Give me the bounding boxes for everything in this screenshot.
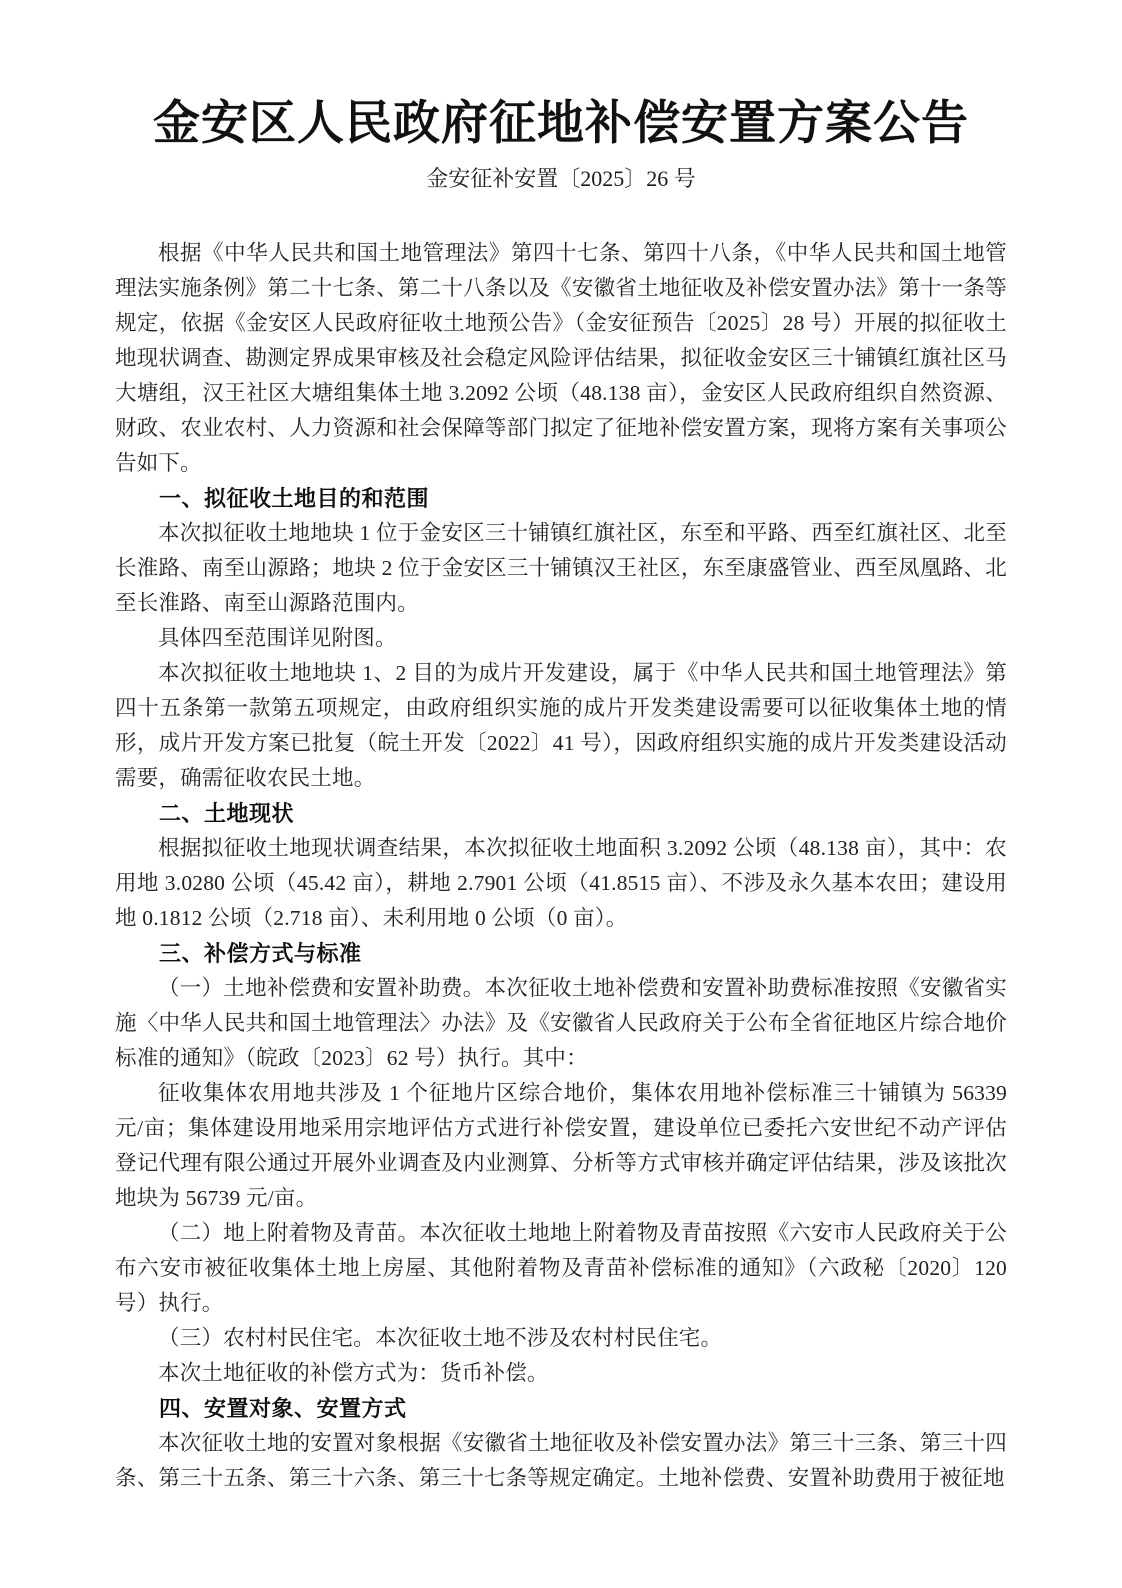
section-heading-resettlement: 四、安置对象、安置方式 bbox=[159, 1396, 407, 1421]
paragraph-boundary-note: 具体四至范围详见附图。 bbox=[158, 626, 397, 650]
paragraph-compensation-standard: （一）土地补偿费和安置补助费。本次征收土地补偿费和安置补助费标准按照《安徽省实施〈中华人民共和国土地管理法〉办法》及《安徽省人民政府关于公布全省征地区片综合地价标准的通知》（皖政〔2023〕62 号）执行。其中： bbox=[115, 976, 1007, 1070]
document-body bbox=[115, 236, 1007, 1496]
section-heading-purpose: 一、拟征收土地目的和范围 bbox=[159, 486, 430, 511]
document-number: 金安征补安置〔2025〕26 号 bbox=[426, 166, 696, 191]
paragraph-price-details: 征收集体农用地共涉及 1 个征地片区综合地价，集体农用地补偿标准三十铺镇为 56339 元/亩；集体建设用地采用宗地评估方式进行补偿安置，建设单位已委托六安世纪不动产评估登记代理有限公通过开展外业调查及内业测算、分析等方式审核并确定评估结果，涉及该批次地块为 56739 元/亩。 bbox=[115, 1081, 1007, 1210]
paragraph-attachments-crops: （二）地上附着物及青苗。本次征收土地地上附着物及青苗按照《六安市人民政府关于公布六安市被征收集体土地上房屋、其他附着物及青苗补偿标准的通知》（六政秘〔2020〕120 号）执行。 bbox=[115, 1221, 1007, 1315]
paragraph-development-basis: 本次拟征收土地地块 1、2 目的为成片开发建设，属于《中华人民共和国土地管理法》第四十五条第一款第五项规定，由政府组织实施的成片开发类建设需要可以征收集体土地的情形，成片开发方案已批复（皖土开发〔2022〕41 号），因政府组织实施的成片开发类建设活动需要，确需征收农民土地。 bbox=[115, 661, 1007, 790]
paragraph-plot-locations: 本次拟征收土地地块 1 位于金安区三十铺镇红旗社区，东至和平路、西至红旗社区、北至长淮路、南至山源路；地块 2 位于金安区三十铺镇汉王社区，东至康盛管业、西至凤凰路、北至长淮路、南至山源路范围内。 bbox=[115, 521, 1007, 615]
paragraph-rural-housing: （三）农村村民住宅。本次征收土地不涉及农村村民住宅。 bbox=[158, 1326, 723, 1350]
paragraph-land-status: 根据拟征收土地现状调查结果，本次拟征收土地面积 3.2092 公顷（48.138 亩），其中：农用地 3.0280 公顷（45.42 亩），耕地 2.7901 公顷（41.8515 亩）、不涉及永久基本农田；建设用地 0.1812 公顷（2.718 亩）、未利用地 0 公顷（0 亩）。 bbox=[115, 836, 1007, 930]
section-heading-compensation: 三、补偿方式与标准 bbox=[159, 941, 362, 966]
paragraph-compensation-method: 本次土地征收的补偿方式为：货币补偿。 bbox=[158, 1361, 549, 1385]
paragraph-resettlement-targets: 本次征收土地的安置对象根据《安徽省土地征收及补偿安置办法》第三十三条、第三十四条、第三十五条、第三十六条、第三十七条等规定确定。土地补偿费、安置补助费用于被征地 bbox=[115, 1431, 1007, 1490]
section-heading-land-status: 二、土地现状 bbox=[159, 801, 295, 826]
paragraph-intro: 根据《中华人民共和国土地管理法》第四十七条、第四十八条，《中华人民共和国土地管理法实施条例》第二十七条、第二十八条以及《安徽省土地征收及补偿安置办法》第十一条等规定，依据《金安区人民政府征收土地预公告》（金安征预告〔2025〕28 号）开展的拟征收土地现状调查、勘测定界成果审核及社会稳定风险评估结果，拟征收金安区三十铺镇红旗社区马大塘组，汉王社区大塘组集体土地 3.2092 公顷（48.138 亩），金安区人民政府组织自然资源、财政、农业农村、人力资源和社会保障等部门拟定了征地补偿安置方案，现将方案有关事项公告如下。 bbox=[115, 241, 1007, 475]
page-title: 金安区人民政府征地补偿安置方案公告 bbox=[153, 96, 969, 149]
